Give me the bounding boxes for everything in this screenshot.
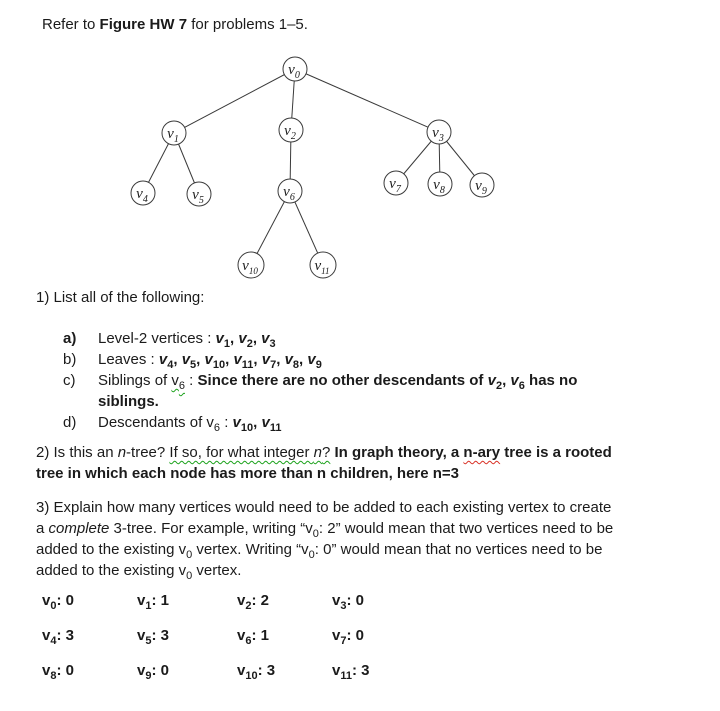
answer-cell-v6: $v_6$: 1 [237,627,269,647]
answers-grid [42,590,442,681]
answer-cell-v3: $v_3$: 0 [332,592,364,612]
text-segment: tree in which each node has more than n children, here n=3 [36,465,460,482]
text-segment: for problems 1–5. [187,16,308,33]
text-line [98,391,577,412]
text-segment: : [220,414,233,431]
text-segment: 11 [269,422,282,434]
answer-cell-v8: $v_8$: 0 [42,662,74,682]
text-line [36,463,696,484]
list-item-marker: d) [63,414,77,431]
text-segment: Since there are no other descendants of [197,372,488,389]
text-segment: , [299,351,308,368]
text-line [36,539,696,560]
text-segment: v [238,330,247,347]
text-segment: 3 [269,338,276,350]
text-segment: n [313,444,322,461]
tree-node-label-v2: $v_2$ [284,123,296,142]
list-item-body [98,370,577,412]
text-segment: v [171,372,179,389]
text-segment: -tree? [126,444,170,461]
question-2-paragraph [36,442,696,484]
tree-node-label-v6: $v_6$ [283,184,295,203]
text-segment: , [252,330,262,347]
text-segment: 2 [246,338,253,350]
tree-node-label-v7: $v_7$ [389,176,401,195]
text-segment: 6 [178,380,185,392]
tree-node-label-v1: $v_1$ [167,126,179,145]
question-1-heading: 1) List all of the following: [36,289,205,306]
tree-node-label-v3: $v_3$ [432,125,444,144]
text-segment: 2 [495,380,503,392]
text-segment: , [196,351,205,368]
tree-node-label-v4: $v_4$ [136,186,148,205]
text-segment: : 2” would mean that two vertices need to be [318,520,614,537]
text-segment: Level-2 vertices : [98,330,216,347]
tree-node-label-v9: $v_9$ [475,178,487,197]
tree-node-label-v10: $v_{10}$ [242,258,258,276]
list-item-body [98,412,577,433]
text-segment: 4 [167,359,174,371]
list-item-a [63,328,577,349]
answer-cell-v4: $v_4$: 3 [42,627,74,647]
text-segment: added to the existing v [36,562,187,579]
tree-edge-v0-v1 [174,69,295,133]
text-line [36,518,696,539]
answer-cell-v2: $v_2$: 2 [237,592,269,612]
text-segment: 7 [270,359,277,371]
figure-tree [0,0,720,290]
answer-cell-v0: $v_0$: 0 [42,592,74,612]
text-segment: v [158,351,168,368]
answer-cell-v11: $v_{11}$: 3 [332,662,370,682]
text-line [36,442,696,463]
text-segment: 11 [241,359,254,371]
list-item-marker: a) [63,330,77,347]
tree-node-label-v5: $v_5$ [192,187,204,206]
text-segment: v [487,372,496,389]
text-segment: siblings. [98,393,159,410]
question-1-list [63,328,577,433]
text-line [98,349,577,370]
text-segment: 6 [213,422,221,434]
text-line [98,328,577,349]
text-segment: v [307,351,316,368]
text-segment: 10 [240,422,254,434]
list-item-body [98,328,577,349]
text-segment: 0 [186,570,193,582]
text-segment: vertex. [192,562,242,579]
text-segment: Figure HW 7 [99,16,188,33]
text-segment: n-ary [463,444,501,461]
text-segment: 8 [292,359,300,371]
text-line [36,497,696,518]
text-segment: v [284,351,293,368]
text-segment: : [185,372,198,389]
text-segment: 2) Is this an [36,444,118,461]
answer-cell-v10: $v_{10}$: 3 [237,662,276,682]
list-item-body [98,349,577,370]
text-segment: v [232,414,241,431]
text-segment: 0 [308,549,315,561]
text-segment: In graph theory, a [334,444,464,461]
tree-node-label-v11: $v_{11}$ [314,258,330,276]
tree-node-label-v0: $v_0$ [288,62,300,81]
text-segment: , [225,351,234,368]
text-segment: Leaves : [98,351,159,368]
text-segment: , [230,330,239,347]
text-segment: 3-tree. For example, writing “v [109,520,313,537]
text-segment: v [181,351,191,368]
text-segment: , [173,351,182,368]
text-line [98,412,577,433]
answer-cell-v1: $v_1$: 1 [137,592,169,612]
text-segment: n [117,444,127,461]
text-segment: , [253,351,262,368]
text-line [98,370,577,391]
text-segment: v [233,351,242,368]
text-segment: , [502,372,511,389]
text-segment: has no [524,372,578,389]
text-segment: 1 [223,338,231,350]
text-segment: Descendants of v [98,414,214,431]
answer-cell-v7: $v_7$: 0 [332,627,364,647]
list-item-marker: c) [63,372,76,389]
text-segment: vertex. Writing “v [192,541,309,558]
text-segment: 0 [186,549,193,561]
text-segment: If so, for what integer [169,444,314,461]
text-segment: 0 [312,528,319,540]
text-segment: : 0” would mean that no vertices need to be [314,541,603,558]
tree-node-label-v8: $v_8$ [433,177,445,196]
text-line [36,560,696,581]
text-segment: 10 [212,359,226,371]
text-segment: , [253,414,262,431]
answer-cell-v9: $v_9$: 0 [137,662,169,682]
text-segment: v [204,351,213,368]
list-item-b [63,349,577,370]
text-segment: v [510,372,519,389]
text-segment: , [276,351,285,368]
text-segment: v [261,330,270,347]
answer-cell-v5: $v_5$: 3 [137,627,169,647]
list-item-marker: b) [63,351,77,368]
text-segment: complete [48,520,110,537]
text-segment: added to the existing v [36,541,187,558]
text-segment: 9 [315,359,322,371]
text-segment: 5 [190,359,197,371]
text-segment: tree is a rooted [500,444,612,461]
text-segment: a [36,520,49,537]
text-segment: v [261,351,271,368]
text-segment: v [261,414,270,431]
question-3-paragraph [36,497,696,581]
text-segment: Siblings of [98,372,172,389]
text-segment: v [215,330,224,347]
text-segment: ? [322,444,331,461]
list-item-c [63,370,577,412]
text-segment: 3) Explain how many vertices would need to be added to each existing vertex to create [36,499,612,516]
list-item-d [63,412,577,433]
tree-edge-v0-v3 [295,69,439,132]
text-segment: 6 [518,380,525,392]
text-segment: Refer to [42,16,100,33]
